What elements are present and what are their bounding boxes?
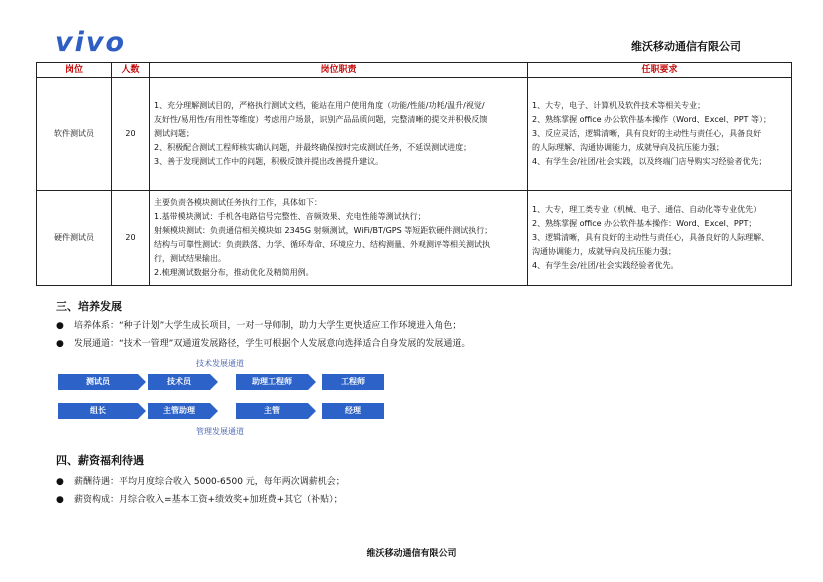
requirement-line: 2、熟练掌握 office 办公软件基本操作（Word、Excel、PPT 等）； bbox=[532, 115, 771, 124]
mgmt-track-step: 经理 bbox=[322, 403, 384, 419]
bullet-text: 薪资构成：月综合收入=基本工资+绩效奖+加班费+其它（补贴）； bbox=[74, 495, 343, 505]
requirement-line: 4、有学生会/社团/社会实践经验者优先。 bbox=[532, 261, 679, 270]
mgmt-track-step: 主管 bbox=[236, 403, 308, 419]
table-row bbox=[37, 191, 792, 286]
salary-bullet bbox=[56, 492, 343, 505]
duty-line: 射频模块测试：负责通信相关模块如 2345G 射频测试，WiFi/BT/GPS 等短距软硬件测试执行； bbox=[154, 226, 493, 235]
bullet-icon: ● bbox=[56, 321, 64, 331]
duty-line: 测试问题； bbox=[154, 129, 194, 138]
duty-line: 友好性/易用性/有用性等维度）考虑用户场景，识别产品品质问题，完整清晰的提交并积极反馈 bbox=[154, 115, 488, 124]
duty-line: 结构与可靠性测试：负责跌落、力学、循环寿命、环境应力、结构测量、外观测评等相关测试执 bbox=[154, 240, 490, 249]
tech-track-step: 助理工程师 bbox=[236, 374, 308, 390]
table-row bbox=[37, 78, 792, 191]
requirement-line: 3、逻辑清晰，具有良好的主动性与责任心，具备良好的人际理解、 bbox=[532, 233, 770, 242]
count-cell: 20 bbox=[112, 78, 150, 191]
vivo-logo: vivo bbox=[55, 27, 127, 58]
salary-bullet bbox=[56, 474, 345, 487]
tech-track-step: 技术员 bbox=[148, 374, 210, 390]
bullet-icon: ● bbox=[56, 477, 64, 487]
bullet-text: 发展通道：“技术一管理”双通道发展路径，学生可根据个人发展意向选择适合自身发展的发展通道。 bbox=[74, 339, 471, 349]
position-cell: 软件测试员 bbox=[37, 78, 112, 191]
requirement-line: 2、熟练掌握 office 办公软件基本操作：Word、Excel、PPT； bbox=[532, 219, 757, 228]
position-cell: 硬件测试员 bbox=[37, 191, 112, 286]
duty-line: 2.梳理测试数据分布，推动优化及精简用例。 bbox=[154, 268, 314, 277]
tech-track-step: 工程师 bbox=[322, 374, 384, 390]
table-header-row bbox=[37, 63, 792, 78]
duty-line: 2、积极配合测试工程师核实确认问题，并最终确保按时完成测试任务，不延误测试进度； bbox=[154, 143, 472, 152]
footer-company: 维沃移动通信有限公司 bbox=[366, 549, 457, 559]
requirement-line: 1、大专，理工类专业（机械、电子、通信、自动化等专业优先） bbox=[532, 205, 762, 214]
requirement-line: 1、大专，电子、计算机及软件技术等相关专业； bbox=[532, 101, 706, 110]
mgmt-track-step: 主管助理 bbox=[148, 403, 210, 419]
salary-section-title: 四、薪资福利待遇 bbox=[56, 454, 144, 467]
duty-line: 主要负责各模块测试任务执行工作，具体如下： bbox=[154, 198, 322, 207]
training-bullet bbox=[56, 336, 470, 349]
duty-line: 行，测试结果输出。 bbox=[154, 254, 226, 263]
duties-cell bbox=[150, 78, 528, 191]
bullet-text: 薪酬待遇：平均月度综合收入 5000-6500 元，每年两次调薪机会； bbox=[74, 477, 345, 487]
duty-line: 1、充分理解测试目的，严格执行测试文档，能站在用户使用角度（功能/性能/功耗/温升/视觉/ bbox=[154, 101, 485, 110]
duty-line: 3、善于发现测试工作中的问题，积极反馈并提出改善提升建议。 bbox=[154, 157, 384, 166]
training-section-title: 三、培养发展 bbox=[56, 300, 122, 313]
bullet-icon: ● bbox=[56, 339, 64, 349]
bullet-icon: ● bbox=[56, 495, 64, 505]
requirement-line: 沟通协调能力，成就导向及抗压能力强； bbox=[532, 247, 676, 256]
tech-track-label: 技术发展通道 bbox=[196, 359, 244, 368]
duties-cell bbox=[150, 191, 528, 286]
header-requirements: 任职要求 bbox=[528, 63, 792, 78]
requirement-line: 的人际理解、沟通协调能力，成就导向及抗压能力强； bbox=[532, 143, 724, 152]
requirement-line: 3、反应灵活，逻辑清晰，具有良好的主动性与责任心，具备良好 bbox=[532, 129, 762, 138]
mgmt-track-label: 管理发展通道 bbox=[196, 427, 244, 436]
mgmt-track-step: 组长 bbox=[58, 403, 138, 419]
tech-track-step: 测试员 bbox=[58, 374, 138, 390]
bullet-text: 培养体系：“种子计划”大学生成长项目，一对一导师制，助力大学生更快适应工作环境进入角色； bbox=[74, 321, 462, 331]
training-bullet bbox=[56, 318, 461, 331]
job-table bbox=[36, 62, 792, 286]
requirements-cell bbox=[528, 78, 792, 191]
requirement-line: 4、有学生会/社团/社会实践，以及终端门店导购实习经验者优先； bbox=[532, 157, 767, 166]
company-name-header: 维沃移动通信有限公司 bbox=[631, 40, 741, 53]
header-duties: 岗位职责 bbox=[150, 63, 528, 78]
count-cell: 20 bbox=[112, 191, 150, 286]
header-position: 岗位 bbox=[37, 63, 112, 78]
header-count: 人数 bbox=[112, 63, 150, 78]
duty-line: 1.基带模块测试：手机各电路信号完整性、音频效果、充电性能等测试执行； bbox=[154, 212, 426, 221]
requirements-cell bbox=[528, 191, 792, 286]
